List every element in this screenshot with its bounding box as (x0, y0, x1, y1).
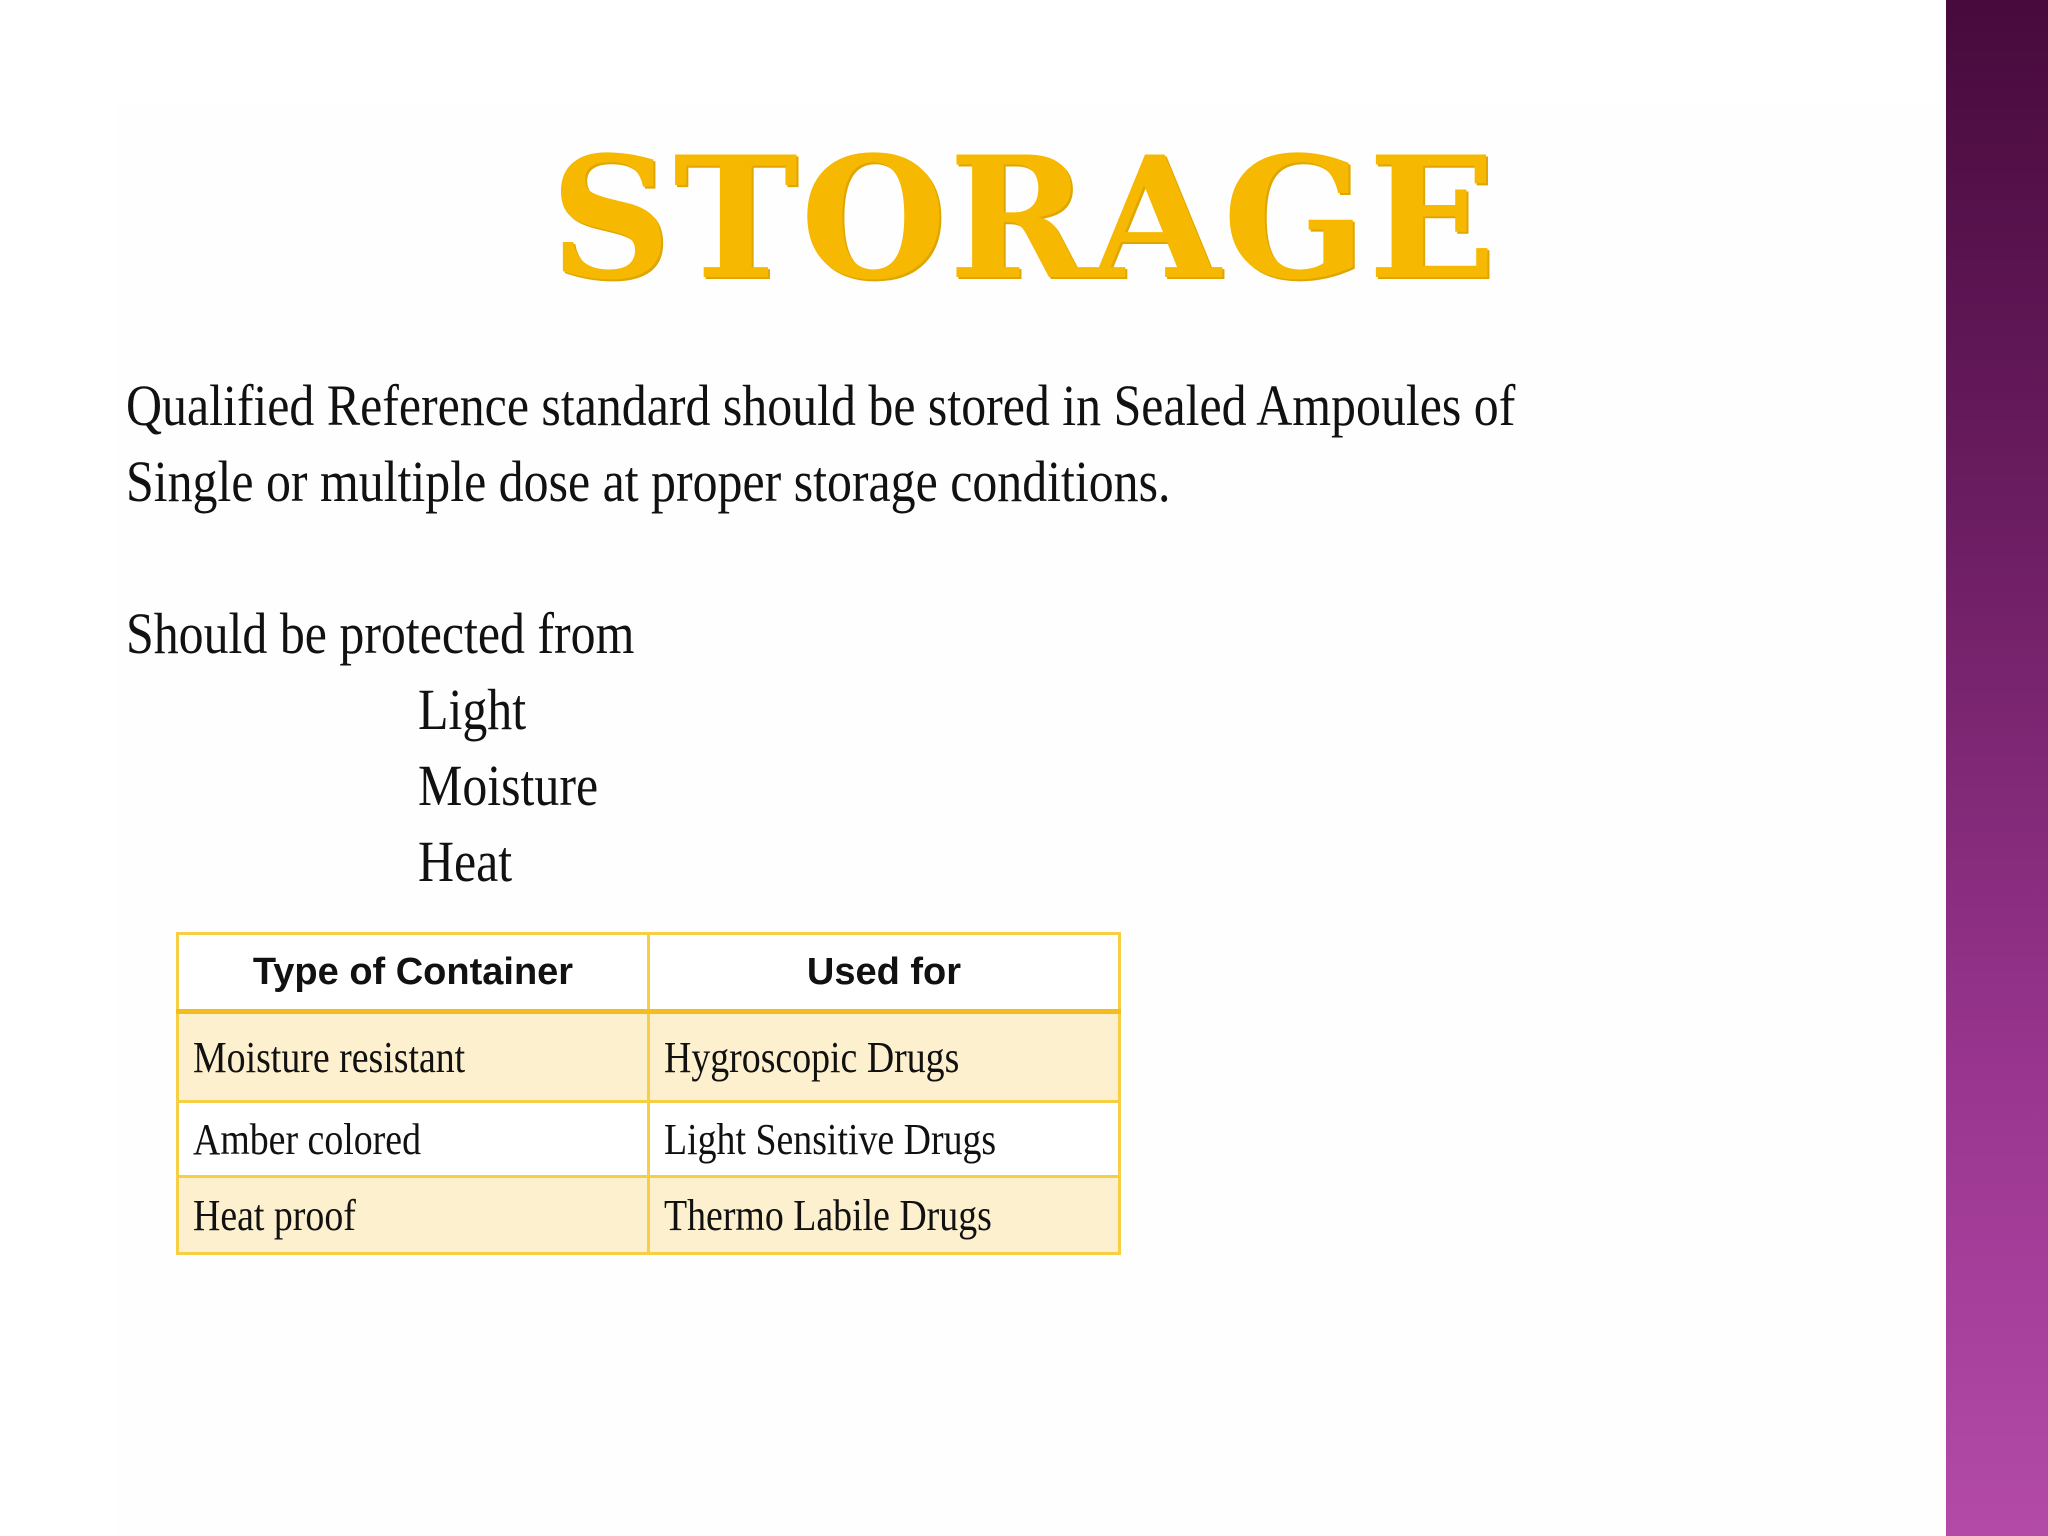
protect-item-heat: Heat (418, 829, 513, 894)
body-paragraph: Qualified Reference standard should be stored in Sealed Ampoules of Single or multiple dose at proper storage conditions. (126, 373, 1516, 514)
protect-heading: Should be protected from (126, 601, 635, 666)
header-used-for: Used for (649, 934, 1120, 1012)
cell-text: Heat proof (193, 1190, 356, 1240)
cell-text: Thermo Labile Drugs (664, 1190, 992, 1240)
table-cell (178, 1177, 649, 1254)
cell-text: Amber colored (193, 1114, 422, 1164)
table-row (178, 1102, 1120, 1177)
slide-title: STORAGE (549, 119, 1499, 317)
table-row (178, 1012, 1120, 1102)
table-cell (649, 1102, 1120, 1177)
table-cell (178, 1102, 649, 1177)
cell-text: Moisture resistant (193, 1032, 466, 1082)
table-header-row (178, 934, 1120, 1012)
protect-item-moisture: Moisture (418, 753, 599, 818)
table-cell (649, 1177, 1120, 1254)
protect-list (418, 672, 598, 900)
cell-text: Hygroscopic Drugs (664, 1032, 960, 1082)
table-cell (649, 1012, 1120, 1102)
table-cell (178, 1012, 649, 1102)
container-table (176, 932, 1121, 1255)
cell-text: Light Sensitive Drugs (664, 1114, 997, 1164)
table-row (178, 1177, 1120, 1254)
content-top-area (0, 0, 1946, 102)
header-type-of-container: Type of Container (178, 934, 649, 1012)
protect-item-light: Light (418, 677, 527, 742)
